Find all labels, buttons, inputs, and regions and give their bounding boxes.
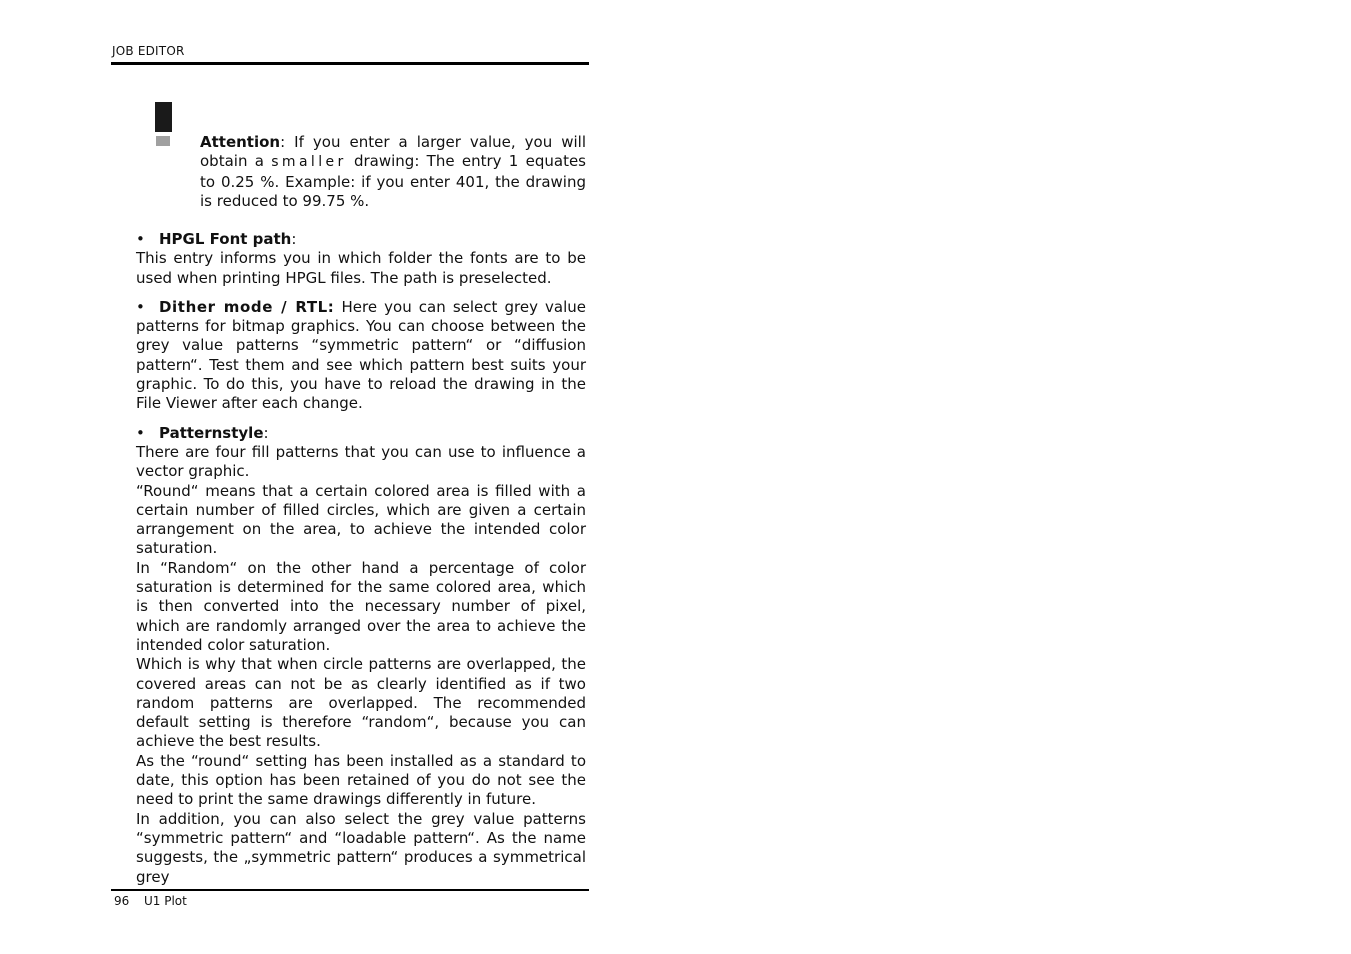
attention-text-1: : If you enter a larger value, you will obtain a: [200, 133, 586, 171]
pattern-p4: Which is why that when circle patterns are overlapped, the covered areas can not be as clearly identified as if two random patterns are overlapped. The recommended default setting is therefore “random“, because you can achieve the best results.: [136, 655, 586, 751]
attention-spaced-word: smaller: [271, 154, 347, 171]
bullet: •: [136, 230, 145, 248]
pattern-title: Patternstyle: [159, 423, 264, 442]
pattern-p3: In “Random“ on the other hand a percentage of color saturation is determined for the same colored area, which is then converted into the necessary number of pixel, which are randomly arranged over the area to achieve the intended color saturation.: [136, 558, 586, 654]
hpgl-title: HPGL Font path: [159, 230, 292, 248]
hpgl-heading: [136, 230, 586, 249]
hpgl-colon: :: [291, 230, 297, 248]
pattern-heading: [136, 424, 586, 443]
dither-title: Dither mode / RTL:: [159, 297, 335, 316]
dither-paragraph: [136, 298, 586, 414]
pattern-p1: There are four fill patterns that you can use to influence a vector graphic.: [136, 442, 586, 481]
hpgl-body: This entry informs you in which folder the fonts are to be used when printing HPGL files. The path is preselected.: [136, 249, 586, 287]
attention-text-2: drawing: The entry 1 equates to 0.25 %. Example: if you enter 401, the drawing is reduced to 99.75 %.: [200, 152, 586, 210]
pattern-p6: In addition, you can also select the grey value patterns “symmetric pattern“ and “loadable pattern“. As the name suggests, the „symmetric pattern“ produces a symmetrical grey: [136, 809, 586, 886]
product-name: U1 Plot: [144, 894, 187, 908]
dither-body: Here you can select grey value patterns for bitmap graphics. You can choose between the grey value patterns “symmetric pattern“ or “diffusion pattern“. Test them and see which pattern best suits your graphic. To do this, you have to reload the drawing in the File Viewer after each change.: [136, 297, 587, 413]
exclamation-dot: [156, 136, 170, 146]
header-rule: [111, 62, 589, 65]
main-content: [136, 230, 586, 887]
bullet: •: [136, 423, 145, 442]
pattern-p2: “Round“ means that a certain colored area is filled with a certain number of filled circles, which are given a certain arrangement on the area, to achieve the intended color saturation.: [136, 481, 586, 558]
attention-note: [200, 133, 586, 211]
exclamation-icon: [155, 102, 172, 146]
pattern-p5: As the “round“ setting has been installed as a standard to date, this option has been retained of you do not see the need to print the same drawings differently in future.: [136, 751, 586, 809]
pattern-colon: :: [263, 423, 269, 442]
page-footer: [114, 894, 187, 908]
attention-label: Attention: [200, 133, 281, 151]
footer-rule: [111, 889, 589, 891]
bullet: •: [136, 297, 145, 316]
page-number: 96: [114, 894, 130, 908]
exclamation-bar: [155, 102, 172, 132]
running-header: JOB EDITOR: [112, 44, 185, 58]
